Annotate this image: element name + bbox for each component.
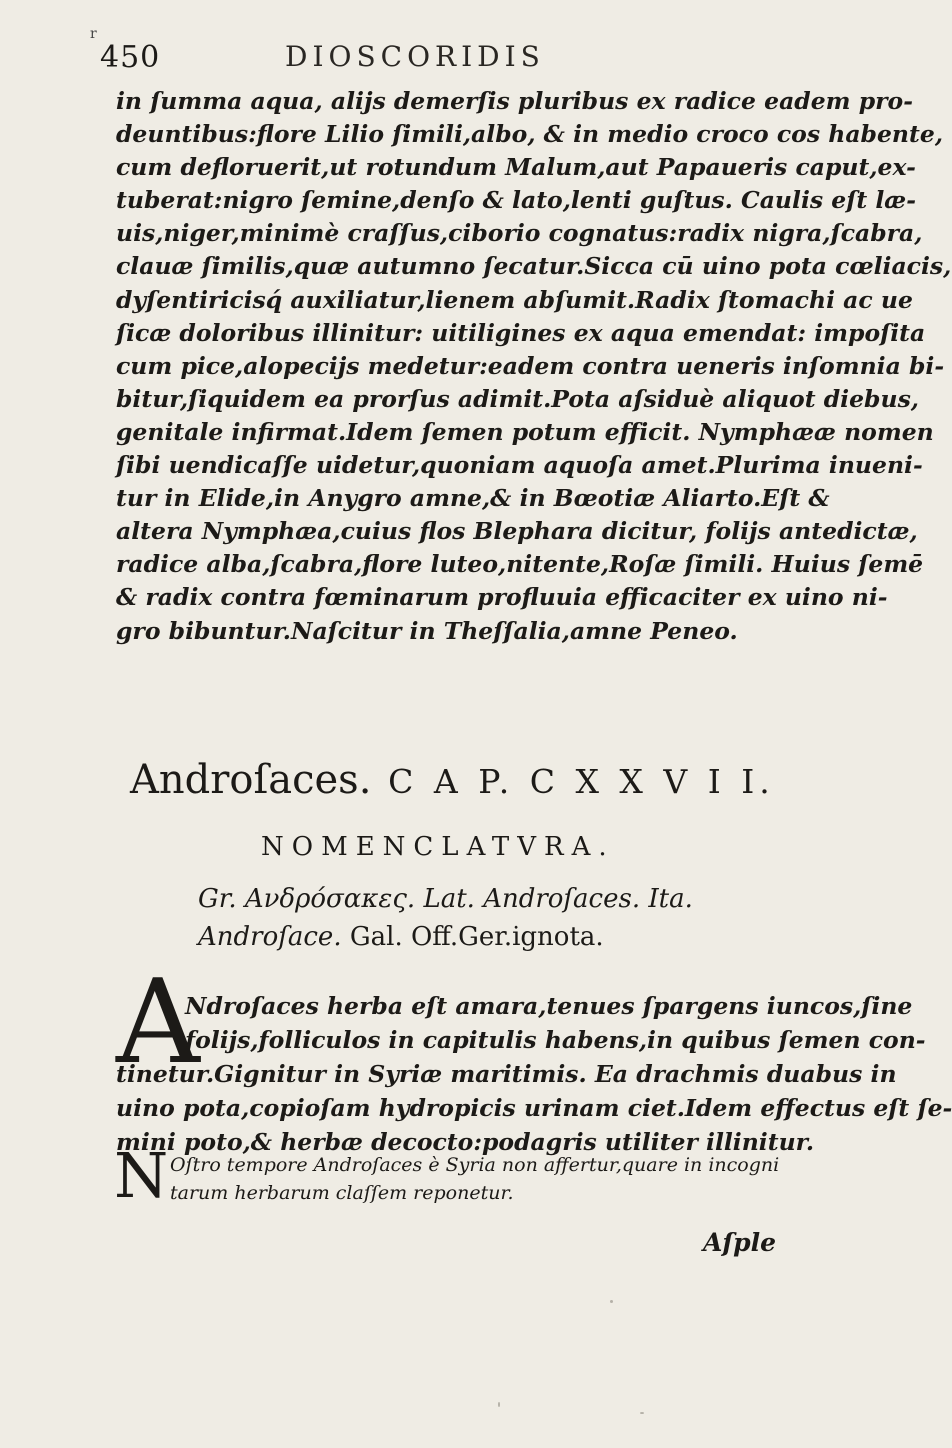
catchword: Aſple [703,1228,777,1257]
text-line: cum defloruerit,ut rotundum Malum,aut Papaueris caput,ex- [116,153,916,182]
paragraph-androsaces [116,989,952,1159]
page-number: 450 [100,40,161,75]
paper-speck [640,1412,644,1414]
paper-speck [610,1300,613,1303]
chapter-number: C A P. C X X V I I. [388,762,775,801]
text-line: uino pota,copioſam hydropicis urinam ciet.Idem effectus eſt ſe- [116,1094,952,1122]
text-line: Oſtro tempore Androſaces è Syria non affertur,quare in incogni [170,1154,780,1176]
text-line: tarum herbarum claſſem reponetur. [170,1182,514,1204]
paper-speck [498,1402,500,1407]
drop-cap-a: A [116,955,200,1090]
text-line: in ſumma aqua, alijs demerſis pluribus ex radice eadem pro- [116,87,913,115]
page-mark: r [90,26,97,42]
text-line: cum pice,alopecijs medetur:eadem contra ueneris inſomnia bi- [116,351,945,380]
text-line: bitur,ſiquidem ea prorſus adimit.Pota aſsiduè aliquot diebus, [116,384,919,413]
paragraph-commentary [170,1151,800,1207]
chapter-heading [130,757,775,803]
names-line: Gr. Ανδρόσακες. Lat. Androſaces. Ita. [198,884,693,914]
text-line: gro bibuntur.Naſcitur in Theſſalia,amne Peneo. [116,616,738,645]
nomenclature-names [198,880,693,956]
text-line: ſicæ doloribus illinitur: uitiligines ex aqua emendat: impoſita [116,318,926,347]
text-line: deuntibus:flore Lilio ſimili,albo, & in medio croco cos habente, [116,120,943,149]
italian-name: Androſace. [198,922,342,952]
text-line: uis,niger,minimè craſſus,ciborio cognatus:radix nigra,ſcabra, [116,219,923,248]
text-line: genitale infirmat.Idem ſemen potum efficit. Nymphææ nomen [116,417,934,446]
text-line: tur in Elide,in Anygro amne,& in Bœotiæ Aliarto.Eſt & [116,484,830,513]
text-line: mini poto,& herbæ decocto:podagris utiliter illinitur. [116,1128,815,1156]
text-line: radice alba,ſcabra,flore luteo,nitente,Roſæ ſimili. Huius ſemē [116,550,924,579]
other-names: Gal. Off.Ger.ignota. [349,922,604,952]
drop-cap-n: N [114,1139,169,1212]
nomenclature-heading: NOMENCLATVRA. [261,832,615,862]
text-line: clauæ ſimilis,quæ autumno ſecatur.Sicca cū uino pota cœliacis, [116,252,952,281]
names-line [198,918,693,956]
chapter-title: Androſaces. [130,757,372,803]
text-line: tinetur.Gignitur in Syriæ maritimis. Ea drachmis duabus in [116,1060,897,1088]
text-line: ſibi uendicaſſe uidetur,quoniam aquoſa amet.Plurima inueni- [116,451,923,480]
text-line: Ndroſaces herba eſt amara,tenues ſpargens iuncos,ſine [185,992,913,1020]
text-line: dyſentiricisq́ auxiliatur,lienem abſumit.Radix ſtomachi ac ue [116,285,913,314]
text-line: tuberat:nigro ſemine,denſo & lato,lenti guſtus. Caulis eſt læ- [116,186,916,215]
running-head: DIOSCORIDIS [285,40,545,73]
text-line: folijs,folliculos in capitulis habens,in quibus ſemen con- [185,1026,926,1054]
text-line: altera Nymphæa,cuius flos Blephara dicitur, folijs antedictæ, [116,517,918,546]
paragraph-nymphaea [116,85,952,648]
text-line: & radix contra fœminarum profluuia efficaciter ex uino ni- [116,583,888,612]
